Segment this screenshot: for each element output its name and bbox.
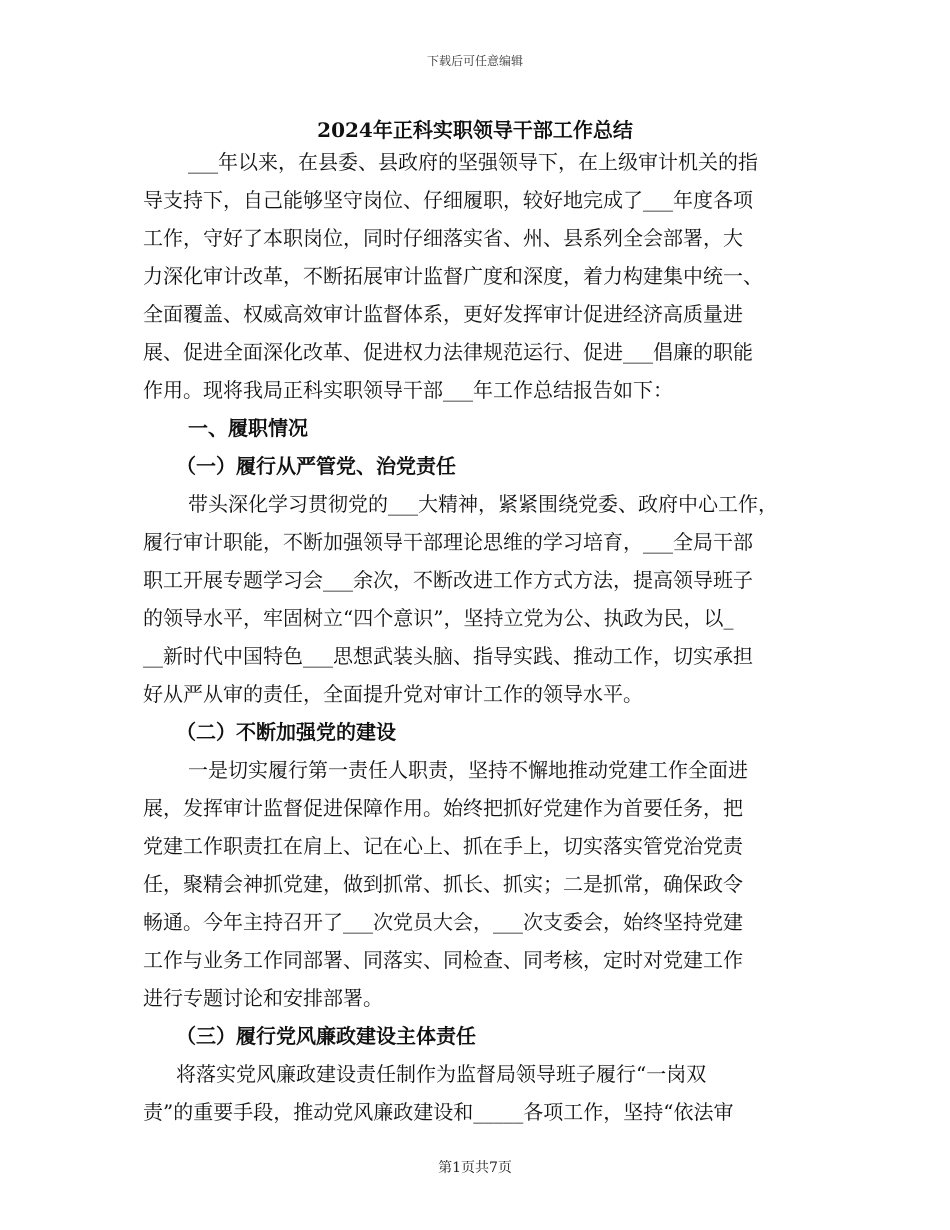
body-line: __新时代中国特色___思想武装头脑、指导实践、推动工作，切实承担 <box>143 644 753 668</box>
section-heading: 一、履职情况 <box>188 416 308 440</box>
body-line: 带头深化学习贯彻党的___大精神，紧紧围绕党委、政府中心工作， <box>188 492 778 516</box>
body-line: 进行专题讨论和安排部署。 <box>143 986 383 1010</box>
body-line: 工作，守好了本职岗位，同时仔细落实省、州、县系列全会部署，大 <box>143 226 743 250</box>
body-line: 责”的重要手段，推动党风廉政建设和_____各项工作，坚持“依法审 <box>143 1100 734 1124</box>
subsection-heading: （一）履行从严管党、治党责任 <box>176 454 456 478</box>
body-line: 一是切实履行第一责任人职责，坚持不懈地推动党建工作全面进 <box>188 758 748 782</box>
document-title: 2024年正科实职领导干部工作总结 <box>317 118 633 142</box>
body-line: 党建工作职责扛在肩上、记在心上、抓在手上，切实落实管党治党责 <box>143 834 743 858</box>
body-line: 工作与业务工作同部署、同落实、同检查、同考核，定时对党建工作 <box>143 948 743 972</box>
body-line: 导支持下，自己能够坚守岗位、仔细履职，较好地完成了___年度各项 <box>143 188 753 212</box>
body-line: 的领导水平，牢固树立“四个意识”，坚持立党为公、执政为民，以_ <box>143 606 734 630</box>
body-line: 展，发挥审计监督促进保障作用。始终把抓好党建作为首要任务，把 <box>143 796 743 820</box>
page-number: 第1页共7页 <box>438 1160 512 1176</box>
body-line: 任，聚精会神抓党建，做到抓常、抓长、抓实；二是抓常，确保政令 <box>143 872 743 896</box>
header-note: 下载后可任意编辑 <box>426 54 523 68</box>
body-line: 职工开展专题学习会___余次，不断改进工作方式方法，提高领导班子 <box>143 568 753 592</box>
body-line: 展、促进全面深化改革、促进权力法律规范运行、促进___倡廉的职能 <box>143 340 753 364</box>
body-line: 力深化审计改革，不断拓展审计监督广度和深度，着力构建集中统一、 <box>143 264 763 288</box>
body-line: 好从严从审的责任，全面提升党对审计工作的领导水平。 <box>143 682 643 706</box>
body-line: 畅通。今年主持召开了___次党员大会，___次支委会，始终坚持党建 <box>143 910 743 934</box>
subsection-heading: （二）不断加强党的建设 <box>176 720 396 744</box>
body-line: 履行审计职能，不断加强领导干部理论思维的学习培育，___全局干部 <box>143 530 753 554</box>
body-line: 将落实党风廉政建设责任制作为监督局领导班子履行“一岗双 <box>176 1062 707 1086</box>
subsection-heading: （三）履行党风廉政建设主体责任 <box>176 1024 476 1048</box>
body-line: 全面覆盖、权威高效审计监督体系，更好发挥审计促进经济高质量进 <box>143 302 743 326</box>
body-line: 作用。现将我局正科实职领导干部___年工作总结报告如下： <box>143 378 673 402</box>
body-line: ___年以来，在县委、县政府的坚强领导下，在上级审计机关的指 <box>188 150 758 174</box>
